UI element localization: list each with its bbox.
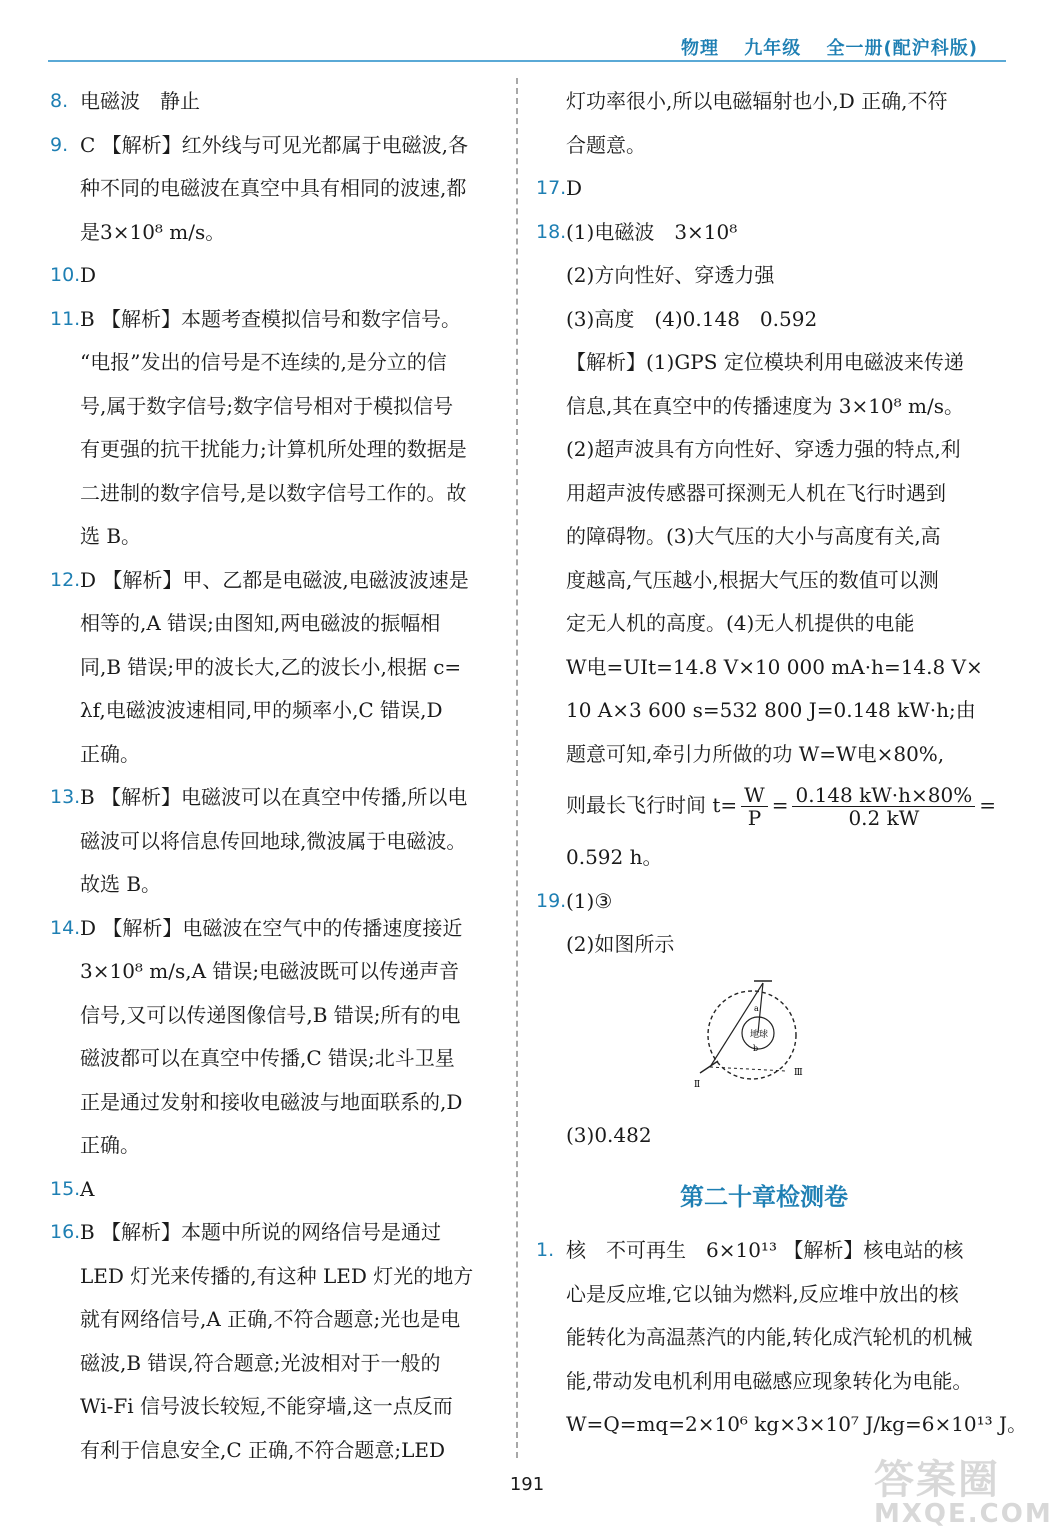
answer-line: 种不同的电磁波在真空中具有相同的波速,都 — [80, 176, 467, 200]
answer-line: 的障碍物。(3)大气压的大小与高度有关,高 — [566, 524, 941, 548]
answer-line: 题意可知,牵引力所做的功 W=W电×80%, — [566, 741, 945, 766]
header-grade: 九年级 — [744, 38, 802, 59]
fraction-2-denominator: 0.2 kW — [848, 805, 920, 830]
answer-line: 信号,又可以传递图像信号,B 错误;所有的电 — [80, 1002, 461, 1027]
page-number: 191 — [509, 1474, 545, 1495]
right-column — [536, 80, 1028, 1447]
answer-line: 信息,其在真空中的传播速度为 3×10⁸ m/s。 — [566, 393, 964, 418]
answer-line: 0.592 h。 — [566, 845, 663, 869]
answer-line: W电=UIt=14.8 V×10 000 mA·h=14.8 V× — [566, 654, 983, 679]
earth-orbit-figure — [686, 973, 816, 1093]
answer-line: W=Q=mq=2×10⁶ kg×3×10⁷ J/kg=6×10¹³ J。 — [566, 1412, 1028, 1436]
answer-line: B 【解析】本题考查模拟信号和数字信号。 — [80, 306, 462, 331]
answer-line: D 【解析】电磁波在空气中的传播速度接近 — [80, 915, 463, 940]
answer-line: 10 A×3 600 s=532 800 J=0.148 kW·h;由 — [566, 698, 976, 722]
answer-line: 正是通过发射和接收电磁波与地面联系的,D — [80, 1089, 463, 1114]
answer-item — [536, 1229, 1028, 1447]
answer-line: (2)超声波具有方向性好、穿透力强的特点,利 — [566, 437, 961, 461]
answer-line: C 【解析】红外线与可见光都属于电磁波,各 — [80, 132, 469, 157]
mirror-left — [700, 1061, 718, 1073]
answer-line: LED 灯光来传播的,有这种 LED 灯光的地方 — [80, 1263, 474, 1288]
answer-line: 同,B 错误;甲的波长大,乙的波长小,根据 c= — [80, 654, 462, 679]
right-mid-answers — [536, 836, 992, 967]
answer-line: 有更强的抗干扰能力;计算机所处理的数据是 — [80, 437, 467, 461]
chapter-title: 第二十章检测卷 — [680, 1182, 848, 1211]
answer-line: B 【解析】电磁波可以在真空中传播,所以电 — [80, 785, 468, 809]
header-edition: 全一册(配沪科版) — [826, 38, 978, 59]
answer-number: 9. — [50, 133, 69, 156]
answer-line: 合题意。 — [566, 132, 646, 157]
answer-line: D — [80, 263, 97, 287]
answer-number: 8. — [50, 90, 69, 112]
answer-item — [536, 836, 992, 880]
answer-item — [536, 167, 992, 211]
answer-line: 磁波,B 错误,符合题意;光波相对于一般的 — [80, 1350, 441, 1375]
watermark-bottom: MXQE.COM — [874, 1499, 1053, 1529]
label-a: a — [754, 1003, 759, 1013]
answer-line: 灯功率很小,所以电磁辐射也小,D 正确,不符 — [566, 89, 948, 113]
right-after-figure — [536, 1114, 992, 1158]
answer-number: 17. — [536, 177, 567, 199]
formula-prefix: 则最长飞行时间 t= — [566, 793, 738, 818]
label-1: Ⅱ — [694, 1079, 701, 1090]
watermark-top: 答案圈 — [874, 1457, 1000, 1503]
answer-item — [536, 1114, 992, 1158]
answer-line: 能转化为高温蒸汽的内能,转化成汽轮机的机械 — [566, 1325, 973, 1349]
answer-item — [50, 559, 500, 777]
answer-line: 用超声波传感器可探测无人机在飞行时遇到 — [566, 480, 946, 505]
answer-line: (3)高度 (4)0.148 0.592 — [566, 306, 818, 331]
watermark-logo — [874, 1448, 1053, 1529]
answer-line: λf,电磁波波速相同,甲的频率小,C 错误,D — [80, 698, 443, 722]
answer-item — [50, 80, 500, 124]
answer-line: “电报”发出的信号是不连续的,是分立的信 — [80, 350, 447, 374]
answer-number: 18. — [536, 220, 567, 243]
answer-line: 定无人机的高度。(4)无人机提供的电能 — [566, 611, 915, 635]
earth-label: 地球 — [750, 1029, 769, 1040]
right-top-answers — [536, 80, 992, 776]
answer-line: D — [566, 176, 583, 200]
answer-line: 正确。 — [80, 1133, 140, 1157]
answer-item — [536, 80, 992, 167]
answer-line: 磁波都可以在真空中传播,C 错误;北斗卫星 — [80, 1046, 455, 1070]
answer-item — [50, 1168, 500, 1212]
answer-number: 11. — [50, 307, 81, 330]
answer-item — [50, 254, 500, 298]
fraction-1-denominator: P — [747, 805, 762, 830]
answer-item — [50, 298, 500, 559]
answer-line: 磁波可以将信息传回地球,微波属于电磁波。 — [80, 828, 467, 853]
answer-line: (2)如图所示 — [566, 932, 675, 956]
answer-line: Wi-Fi 信号波长较短,不能穿墙,这一点反而 — [80, 1394, 453, 1418]
answer-line: 3×10⁸ m/s,A 错误;电磁波既可以传递声音 — [80, 959, 460, 983]
label-b: b — [753, 1043, 759, 1053]
answer-line: 【解析】(1)GPS 定位模块利用电磁波来传递 — [566, 350, 964, 374]
answer-line: (2)方向性好、穿透力强 — [566, 263, 775, 287]
answer-number: 12. — [50, 568, 81, 591]
answer-line: D 【解析】甲、乙都是电磁波,电磁波波速是 — [80, 567, 469, 592]
answer-line: 选 B。 — [80, 524, 142, 548]
answer-line: 能,带动发电机利用电磁感应现象转化为电能。 — [566, 1368, 973, 1393]
right-bottom-answers — [536, 1229, 1028, 1447]
answer-item — [50, 1211, 500, 1472]
answer-line: B 【解析】本题中所说的网络信号是通过 — [80, 1220, 442, 1244]
answer-line: 故选 B。 — [80, 872, 162, 896]
answer-item — [50, 776, 500, 907]
formula-line: 则最长飞行时间 t= $\frac{W}{P}$ = $\frac{0.148 kW\cdot h\times 80\%}{0.2 kW}$ = — [566, 782, 996, 830]
answer-item — [50, 124, 500, 255]
answer-line: 核 不可再生 6×10¹³ 【解析】核电站的核 — [566, 1238, 964, 1262]
answer-line: 心是反应堆,它以铀为燃料,反应堆中放出的核 — [566, 1281, 959, 1306]
fraction-1-numerator: W — [741, 784, 768, 807]
answer-line: (3)0.482 — [566, 1123, 652, 1147]
answer-line: 就有网络信号,A 正确,不符合题意;光也是电 — [80, 1307, 461, 1331]
answer-line: 相等的,A 错误;由图知,两电磁波的振幅相 — [80, 611, 441, 635]
left-column — [50, 80, 500, 1472]
answer-line: 是3×10⁸ m/s。 — [80, 219, 226, 244]
page-header — [663, 34, 978, 60]
answer-line: A — [80, 1176, 95, 1201]
header-rule — [48, 60, 1006, 62]
fraction-2-numerator: 0.148 kW·h×80% — [792, 784, 975, 807]
answer-item — [50, 907, 500, 1168]
answer-number: 10. — [50, 264, 81, 286]
answer-number: 16. — [50, 1221, 81, 1243]
formula-suffix: = — [979, 793, 996, 818]
answer-item — [536, 880, 992, 967]
label-3: Ⅲ — [794, 1067, 803, 1078]
answer-line: 二进制的数字信号,是以数字信号工作的。故 — [80, 480, 467, 505]
answer-line: 正确。 — [80, 741, 140, 766]
answer-number: 19. — [536, 889, 567, 912]
header-subject: 物理 — [680, 38, 719, 59]
ray-c — [710, 1067, 786, 1071]
answer-line: (1)电磁波 3×10⁸ — [566, 219, 738, 244]
answer-number: 1. — [536, 1239, 555, 1261]
answer-line: 度越高,气压越小,根据大气压的数值可以测 — [566, 567, 939, 592]
answer-number: 13. — [50, 786, 81, 808]
column-divider — [516, 78, 518, 1458]
fraction-w-over-p — [741, 784, 768, 829]
answer-line: 有利于信息安全,C 正确,不符合题意;LED — [80, 1437, 446, 1462]
answer-item — [536, 211, 992, 777]
fraction-energy-over-power — [792, 784, 975, 829]
answer-line: 号,属于数字信号;数字信号相对于模拟信号 — [80, 393, 454, 418]
answer-line: 电磁波 静止 — [80, 89, 200, 113]
answer-number: 14. — [50, 916, 81, 939]
ray-a — [710, 983, 763, 1067]
answer-line: (1)③ — [566, 888, 613, 913]
answer-number: 15. — [50, 1177, 81, 1200]
